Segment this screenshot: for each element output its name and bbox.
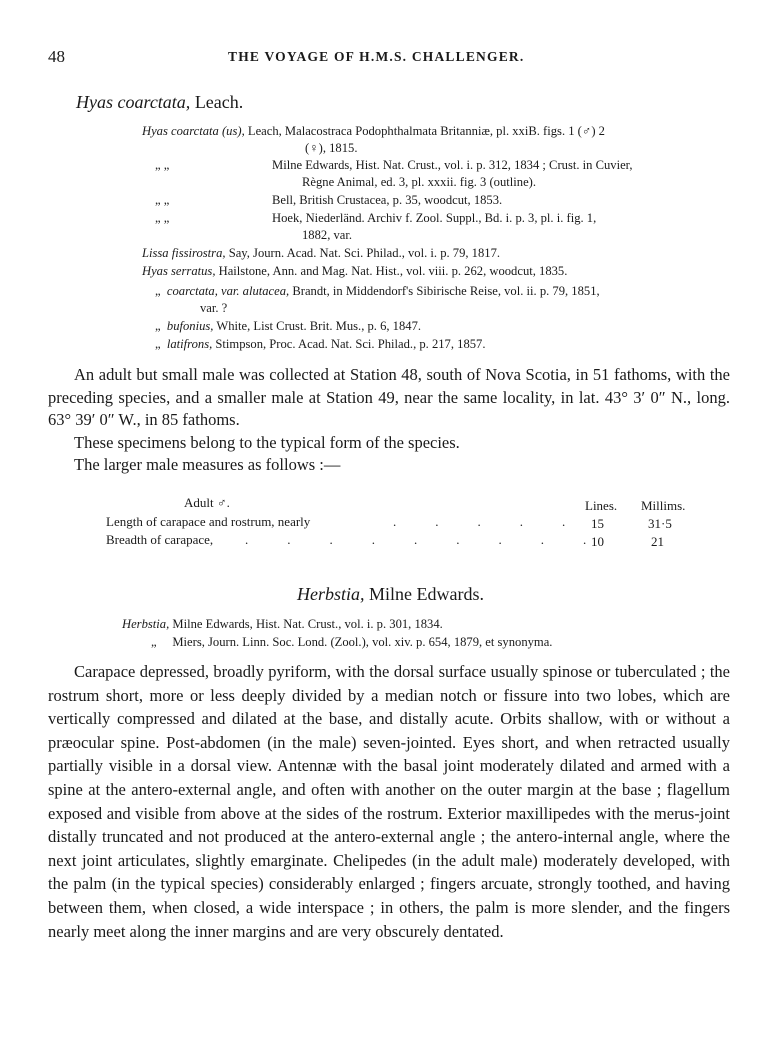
- synonym-name: Lissa fissirostra,: [142, 246, 226, 260]
- synonym-reference: Hoek, Niederländ. Archiv f. Zool. Suppl., Bd. i. p. 3, pl. i. fig. 1,: [272, 211, 597, 225]
- synonym-reference: Leach, Malacostraca Podophthalmata Britanniæ, pl. xxiB. figs. 1 (♂) 2: [247, 124, 605, 138]
- table-cell-millims: 31·5: [648, 516, 672, 531]
- synonym-entry: [142, 245, 500, 263]
- page-number: 48: [48, 47, 65, 66]
- species-name: Hyas coarctata,: [76, 92, 191, 112]
- synonym-continuation: Règne Animal, ed. 3, pl. xxxii. fig. 3 (outline).: [302, 175, 536, 189]
- synonym-reference: Milne Edwards, Hist. Nat. Crust., vol. i. p. 312, 1834 ; Crust. in Cuvier,: [272, 158, 633, 172]
- table-head-label: Adult ♂.: [184, 495, 230, 510]
- synonym-entry: [155, 318, 421, 336]
- synonym-reference: Milne Edwards, Hist. Nat. Crust., vol. i. p. 301, 1834.: [172, 617, 443, 631]
- synonym-entry: [151, 634, 552, 652]
- genus-description: [48, 660, 730, 943]
- synonym-entry: [155, 336, 485, 354]
- synonym-reference: Miers, Journ. Linn. Soc. Lond. (Zool.), vol. xiv. p. 654, 1879, et synonyma.: [172, 635, 553, 649]
- paragraph: Carapace depressed, broadly pyriform, with the dorsal surface usually spinose or tuberculated ; the rostrum short, more or less deeply divided by a median notch or fissure into two lobes, which are vertically compressed and dilated at the base, and distally acute. Orbits shallow, with or without a præocular spine. Post-abdomen (in the male) seven-jointed. Eyes short, and when retracted usually partially visible in a dorsal view. Antennæ with the basal joint moderately dilated and armed with a spine at the antero-external angle, and often with another on the outer margin at the base ; flagellum exposed and visible from above at the sides of the rostrum. Exterior maxillipedes with the merus-joint distally truncated and not produced at the antero-external angle ; the antero-internal angle, where the next joint articulates, slightly emarginate. Chelipedes (in the adult male) moderately developed, with the palm (in the typical species) considerably enlarged ; fingers arcuate, strongly toothed, and having between them, when closed, a wide interspace ; in others, the palm is more slender, and the fingers nearly meet along the inner margins and are very obscurely dentated.: [48, 662, 730, 941]
- ditto-mark: „: [155, 337, 161, 351]
- synonym-name: Hyas coarctata (us),: [142, 124, 245, 138]
- synonym-continuation: var. ?: [200, 301, 228, 315]
- synonym-reference: Bell, British Crustacea, p. 35, woodcut, 1853.: [272, 193, 503, 207]
- genus-name: Herbstia,: [297, 584, 365, 604]
- synonym-continuation: (♀), 1815.: [305, 141, 358, 155]
- table-row-label: Length of carapace and rostrum, nearly: [106, 514, 311, 529]
- paragraph: The larger male measures as follows :—: [74, 455, 341, 475]
- synonym-reference: Say, Journ. Acad. Nat. Sci. Philad., vol. i. p. 79, 1817.: [228, 246, 501, 260]
- synonym-reference: Hailstone, Ann. and Mag. Nat. Hist., vol. viii. p. 262, woodcut, 1835.: [218, 264, 568, 278]
- ditto-mark: „: [155, 319, 161, 333]
- table-cell-millims: 21: [651, 534, 664, 549]
- synonym-entry: [142, 123, 605, 141]
- synonym-name: Hyas serratus,: [142, 264, 216, 278]
- column-header-lines: Lines.: [585, 498, 618, 513]
- synonym-reference: White, List Crust. Brit. Mus., p. 6, 1847.: [216, 319, 422, 333]
- species-author: Leach.: [190, 92, 244, 112]
- genus-heading: [297, 584, 484, 605]
- synonym-reference: Brandt, in Middendorf's Sibirische Reise, vol. ii. p. 79, 1851,: [292, 284, 600, 298]
- table-cell-lines: 10: [591, 534, 604, 549]
- synonym-continuation: 1882, var.: [302, 228, 353, 242]
- column-header-millims: Millims.: [641, 498, 686, 513]
- genus-author: Milne Edwards.: [364, 584, 484, 604]
- synonym-entry: [155, 283, 600, 301]
- body-text: [48, 364, 730, 477]
- synonym-name: Herbstia,: [122, 617, 170, 631]
- table-cell-lines: 15: [591, 516, 604, 531]
- species-heading: [76, 92, 243, 113]
- table-row-label: Breadth of carapace,: [106, 532, 214, 547]
- leader-dots: . . . . . . . . .: [245, 532, 587, 547]
- ditto-mark: „ „: [155, 211, 170, 225]
- synonym-entry: [122, 616, 443, 634]
- ditto-mark: „ „: [155, 158, 170, 172]
- synonym-entry: [142, 263, 567, 281]
- paragraph: An adult but small male was collected at Station 48, south of Nova Scotia, in 51 fathoms, with the preceding species, and a smaller male at Station 49, near the same locality, in lat. 43° 3′ 0″ N., long. 63° 39′ 0″ W., in 85 fathoms.: [48, 365, 730, 430]
- ditto-mark: „: [151, 635, 157, 649]
- synonym-name: bufonius,: [166, 319, 214, 333]
- synonym-name: latifrons,: [166, 337, 213, 351]
- leader-dots: . . . . .: [393, 514, 566, 529]
- paragraph: These specimens belong to the typical form of the species.: [74, 432, 460, 452]
- ditto-mark: „ „: [155, 193, 170, 207]
- ditto-mark: „: [155, 284, 161, 298]
- synonym-name: coarctata, var. alutacea,: [166, 284, 290, 298]
- running-title: THE VOYAGE OF H.M.S. CHALLENGER.: [228, 49, 525, 64]
- synonym-reference: Stimpson, Proc. Acad. Nat. Sci. Philad., p. 217, 1857.: [215, 337, 486, 351]
